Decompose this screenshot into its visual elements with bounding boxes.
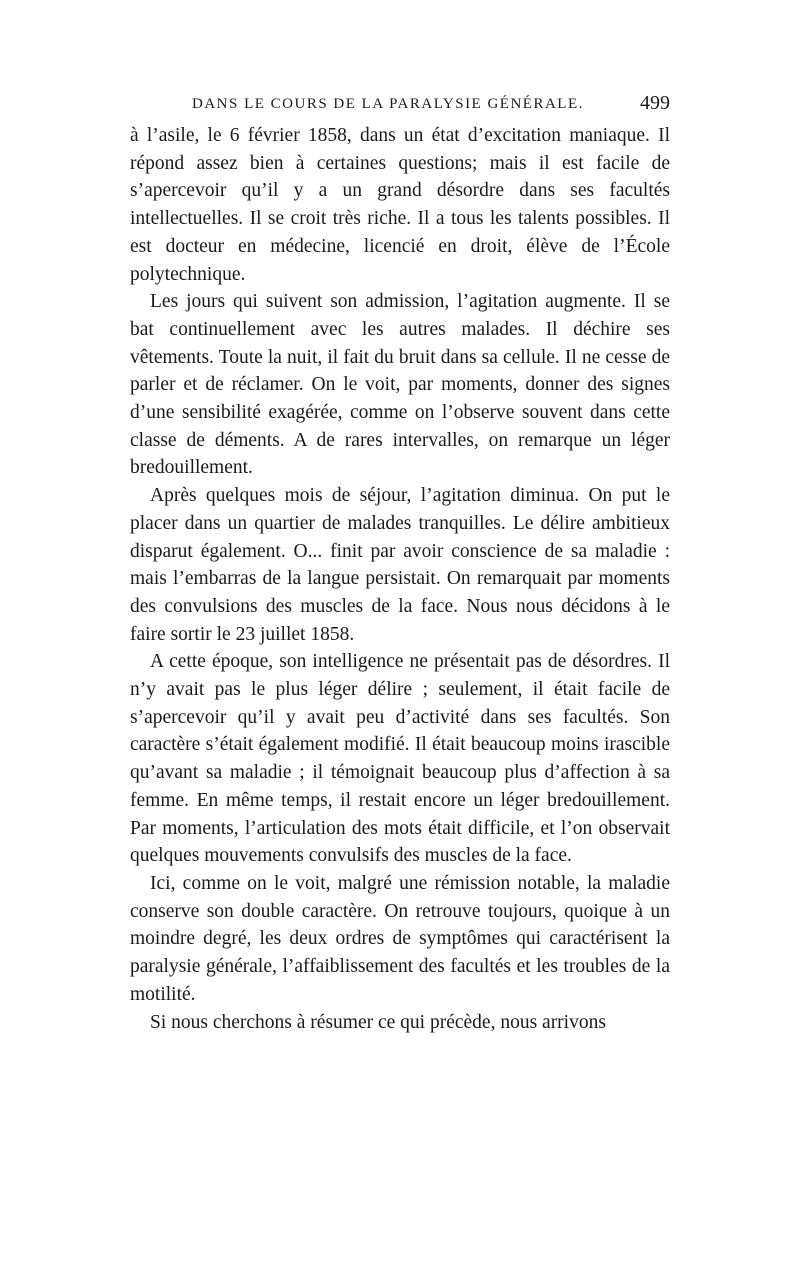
book-page [130, 92, 670, 1036]
paragraph: Ici, comme on le voit, malgré une rémission notable, la maladie conserve son double caractère. On retrouve toujours, quoique à un moindre degré, les deux ordres de symptômes qui caractérisent la paralysie générale, l’affaiblissement des facultés et les troubles de la motilité. [130, 872, 670, 1005]
running-title: DANS LE COURS DE LA PARALYSIE GÉNÉRALE. [192, 96, 584, 112]
paragraph: A cette époque, son intelligence ne présentait pas de désordres. Il n’y avait pas le plus léger délire ; seulement, il était facile de s’apercevoir qu’il y avait peu d’activité dans ses facultés. Son caractère s’était également modifié. Il était beaucoup moins irascible qu’avant sa maladie ; il témoignait beaucoup plus d’affection à sa femme. En même temps, il restait encore un léger bredouillement. Par moments, l’articulation des mots était difficile, et l’on observait quelques mouvements convulsifs des muscles de la face. [130, 651, 670, 867]
body-text [130, 122, 670, 1036]
paragraph: Les jours qui suivent son admission, l’agitation augmente. Il se bat continuellement avec les autres malades. Il déchire ses vêtements. Toute la nuit, il fait du bruit dans sa cellule. Il ne cesse de parler et de réclamer. On le voit, par moments, donner des signes d’une sensibilité exagérée, comme on l’observe souvent dans cette classe de déments. A de rares intervalles, on remarque un léger bredouillement. [130, 291, 670, 479]
paragraph: Après quelques mois de séjour, l’agitation diminua. On put le placer dans un quartier de malades tranquilles. Le délire ambitieux disparut également. O... finit par avoir conscience de sa maladie : mais l’embarras de la langue persistait. On remarquait par moments des convulsions des muscles de la face. Nous nous décidons à le faire sortir le 23 juillet 1858. [130, 485, 670, 645]
page-number: 499 [640, 92, 670, 114]
running-header [130, 92, 670, 122]
paragraph-continuation: à l’asile, le 6 février 1858, dans un état d’excitation maniaque. Il répond assez bien à certaines questions; mais il est facile de s’apercevoir qu’il y a un grand désordre dans ses facultés intellectuelles. Il se croit très riche. Il a tous les talents possibles. Il est docteur en médecine, licencié en droit, élève de l’École polytechnique. [130, 125, 670, 285]
paragraph: Si nous cherchons à résumer ce qui précède, nous arrivons [150, 1011, 606, 1033]
